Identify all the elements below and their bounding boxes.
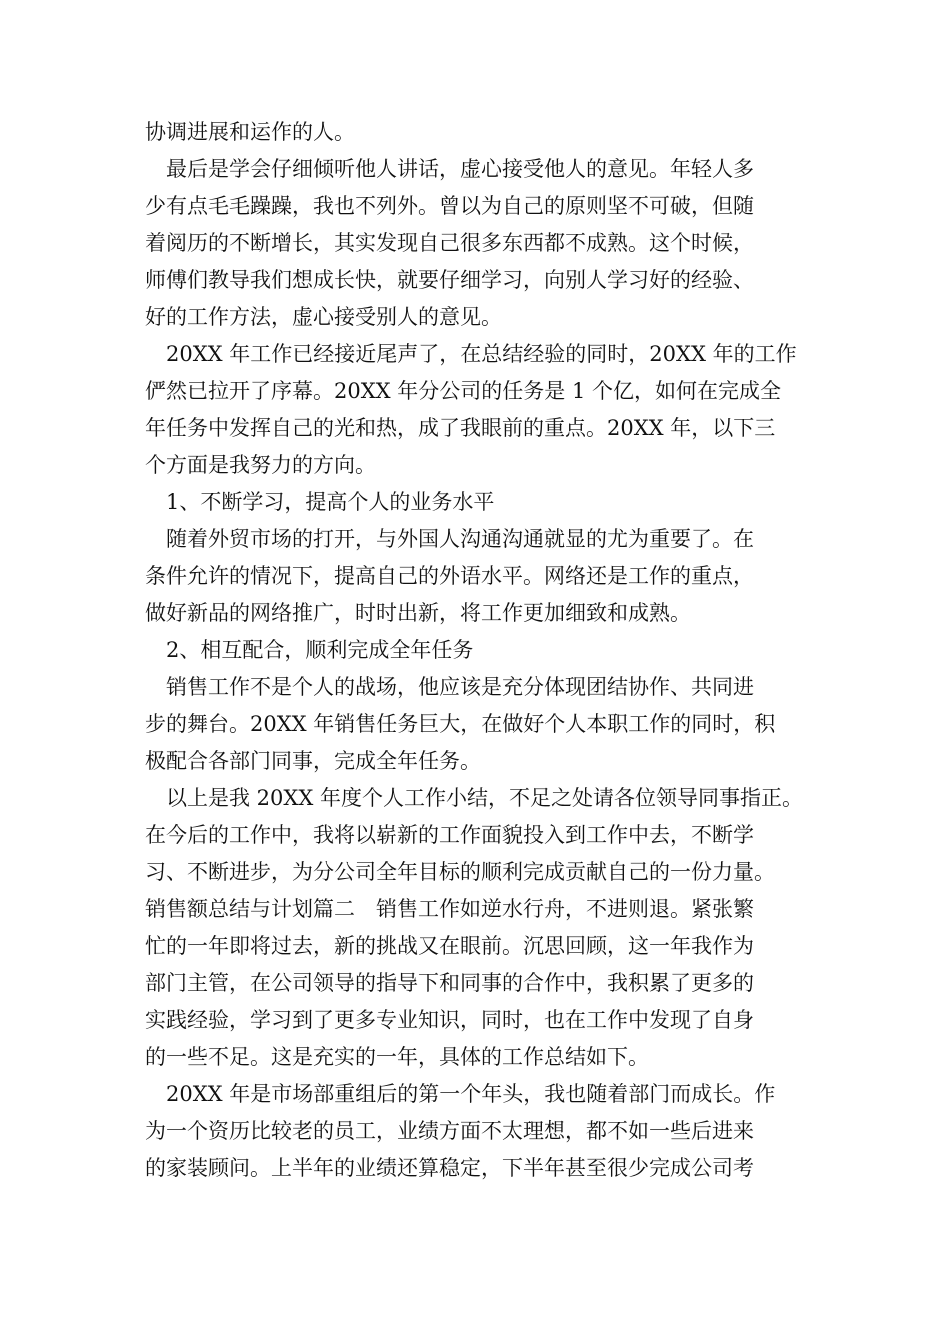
text-line: 的一些不足。这是充实的一年，具体的工作总结如下。 bbox=[145, 1045, 649, 1069]
document-body bbox=[145, 114, 815, 1187]
text-line: 部门主管，在公司领导的指导下和同事的合作中，我积累了更多的 bbox=[145, 971, 754, 995]
text-line: 为一个资历比较老的员工，业绩方面不太理想，都不如一些后进来 bbox=[145, 1119, 754, 1143]
text-line: 着阅历的不断增长，其实发现自己很多东西都不成熟。这个时候， bbox=[145, 231, 754, 255]
section-heading-1: 1、不断学习，提高个人的业务水平 bbox=[166, 490, 495, 514]
section-heading-2: 2、相互配合，顺利完成全年任务 bbox=[166, 638, 474, 662]
text-line: 极配合各部门同事，完成全年任务。 bbox=[145, 749, 481, 773]
text-line: 习、不断进步，为分公司全年目标的顺利完成贡献自己的一份力量。 bbox=[145, 860, 775, 884]
text-line: 好的工作方法，虚心接受别人的意见。 bbox=[145, 305, 502, 329]
text-line: 实践经验，学习到了更多专业知识，同时，也在工作中发现了自身 bbox=[145, 1008, 754, 1032]
text-line: 师傅们教导我们想成长快，就要仔细学习，向别人学习好的经验、 bbox=[145, 268, 754, 292]
text-line: 协调进展和运作的人。 bbox=[145, 120, 355, 144]
paragraph-start-line: 20XX 年是市场部重组后的第一个年头，我也随着部门而成长。作 bbox=[166, 1082, 776, 1106]
paragraph-start-line: 销售工作不是个人的战场，他应该是充分体现团结协作、共同进 bbox=[166, 675, 754, 699]
paragraph-start-line: 以上是我 20XX 年度个人工作小结，不足之处请各位领导同事指正。 bbox=[166, 786, 803, 810]
text-line: 的家装顾问。上半年的业绩还算稳定，下半年甚至很少完成公司考 bbox=[145, 1156, 754, 1180]
text-line: 少有点毛毛躁躁，我也不列外。曾以为自己的原则坚不可破，但随 bbox=[145, 194, 754, 218]
text-line: 忙的一年即将过去，新的挑战又在眼前。沉思回顾，这一年我作为 bbox=[145, 934, 754, 958]
text-line: 条件允许的情况下，提高自己的外语水平。网络还是工作的重点， bbox=[145, 564, 754, 588]
paragraph-start-line: 随着外贸市场的打开，与外国人沟通沟通就显的尤为重要了。在 bbox=[166, 527, 754, 551]
text-line: 步的舞台。20XX 年销售任务巨大，在做好个人本职工作的同时，积 bbox=[145, 712, 776, 736]
text-line: 个方面是我努力的方向。 bbox=[145, 453, 376, 477]
text-line: 俨然已拉开了序幕。20XX 年分公司的任务是 1 个亿，如何在完成全 bbox=[145, 379, 782, 403]
text-line: 年任务中发挥自己的光和热，成了我眼前的重点。20XX 年，以下三 bbox=[145, 416, 776, 440]
paragraph-start-line: 20XX 年工作已经接近尾声了，在总结经验的同时，20XX 年的工作 bbox=[166, 342, 797, 366]
paragraph-start-line: 最后是学会仔细倾听他人讲话，虚心接受他人的意见。年轻人多 bbox=[166, 157, 754, 181]
text-line: 做好新品的网络推广，时时出新，将工作更加细致和成熟。 bbox=[145, 601, 691, 625]
text-line: 在今后的工作中，我将以崭新的工作面貌投入到工作中去，不断学 bbox=[145, 823, 754, 847]
text-line: 销售额总结与计划篇二 销售工作如逆水行舟，不进则退。紧张繁 bbox=[145, 897, 754, 921]
